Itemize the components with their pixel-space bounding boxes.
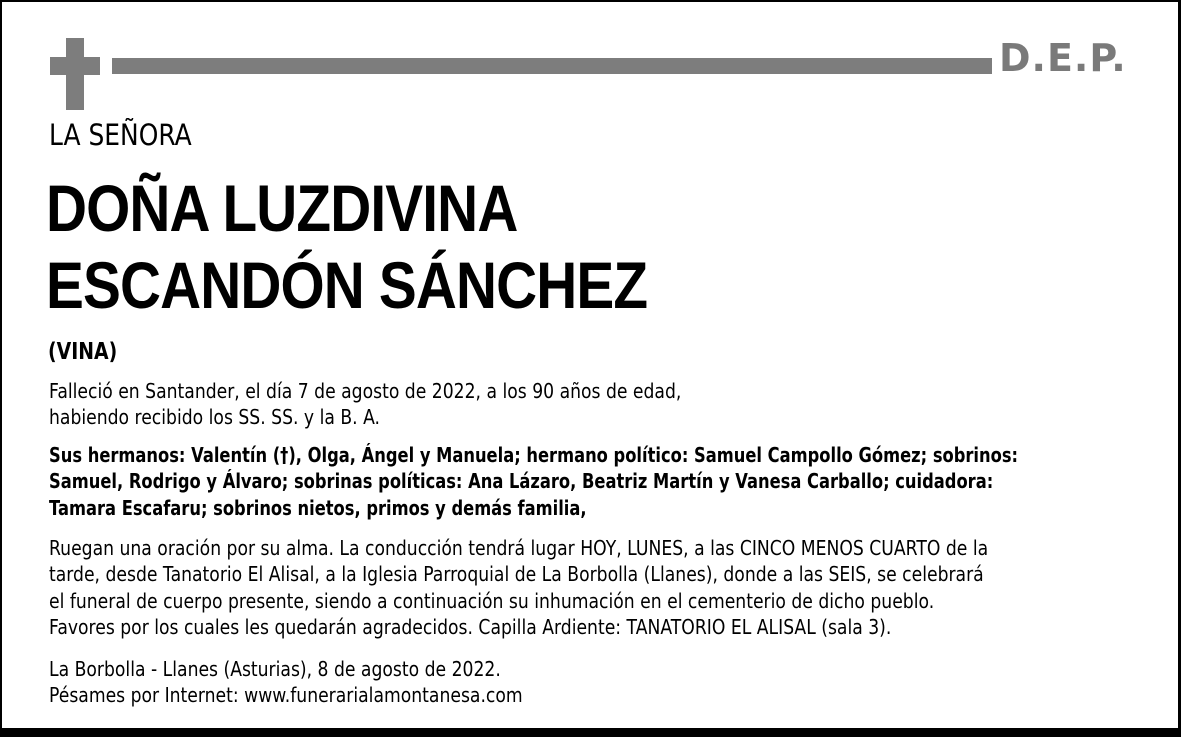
death-notice-line: habiendo recibido los SS. SS. y la B. A.	[49, 405, 381, 430]
nickname: (VINA)	[48, 339, 118, 365]
family-line: Sus hermanos: Valentín (†), Olga, Ángel y Manuela; hermano político: Samuel Campollo Gómez; sobrinos:	[49, 443, 1019, 467]
death-notice-line: Falleció en Santander, el día 7 de agosto de 2022, a los 90 años de edad,	[49, 379, 682, 403]
service-line: Ruegan una oración por su alma. La conducción tendrá lugar HOY, LUNES, a las CINCO MENOS CUARTO de la	[49, 536, 989, 560]
header-rule	[112, 58, 992, 74]
death-notice	[49, 378, 681, 431]
family-line: Samuel, Rodrigo y Álvaro; sobrinas políticas: Ana Lázaro, Beatriz Martín y Vanesa Carballo; cuidadora:	[49, 469, 994, 494]
place-date: La Borbolla - Llanes (Asturias), 8 de agosto de 2022.	[49, 657, 501, 681]
dep-label: D.E.P.	[999, 36, 1127, 80]
closing	[49, 656, 523, 709]
deceased-name-line-2: ESCANDÓN SÁNCHEZ	[46, 248, 648, 322]
cross-icon-horizontal	[50, 57, 100, 75]
service-line: tarde, desde Tanatorio El Alisal, a la Iglesia Parroquial de La Borbolla (Llanes), donde a las SEIS, se celebrará	[49, 562, 984, 587]
condolences-link[interactable]: Pésames por Internet: www.funerarialamontanesa.com	[49, 683, 523, 708]
family-list	[49, 442, 1018, 521]
service-line: Favores por los cuales les quedarán agradecidos. Capilla Ardiente: TANATORIO EL ALISAL (sala 3).	[49, 614, 892, 639]
honorific: LA SEÑORA	[49, 118, 192, 152]
deceased-name-line-1: DOÑA LUZDIVINA	[46, 171, 518, 245]
service-line: el funeral de cuerpo presente, siendo a continuación su inhumación en el cementerio de dicho pueblo.	[49, 588, 935, 613]
service-details	[49, 535, 988, 640]
family-line: Tamara Escafaru; sobrinos nietos, primos y demás familia,	[49, 495, 587, 520]
